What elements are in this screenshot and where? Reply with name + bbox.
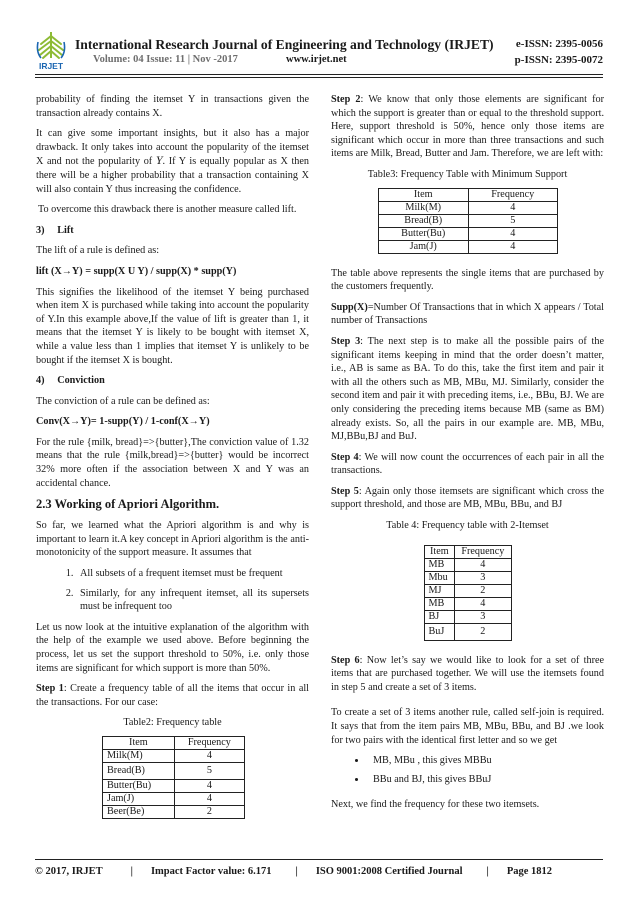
cell: BuJ xyxy=(424,623,455,640)
step-label: Step 5 xyxy=(331,485,359,497)
paragraph: This signifies the likelihood of the itemset Y being purchased when item X is purchased while taking into account the popularity of Y.In this example above,If the value of lift is greater than 1, it means that the itemset Y is likely to be bought with itemset X, while a value less than 1 implies that itemset Y is unlikely to be bought if the itemset X is bought. xyxy=(36,286,309,366)
column-header: Item xyxy=(103,736,175,749)
table-row xyxy=(103,779,245,792)
separator: | xyxy=(295,866,298,877)
paragraph xyxy=(36,127,309,196)
step-label: Step 6 xyxy=(331,654,360,666)
right-column xyxy=(331,93,604,819)
cell: Beer(Be) xyxy=(103,805,175,818)
cell: BJ xyxy=(424,610,455,623)
itemset-list xyxy=(331,754,604,786)
cell: 4 xyxy=(455,597,511,610)
cell: 5 xyxy=(174,762,244,779)
table-header-row xyxy=(378,188,557,201)
table-row xyxy=(424,558,511,571)
paragraph: To create a set of 3 items another rule, called self-join is required. It says that from the item pairs MB, MBu, BBu, and BJ .we look for two pairs with the identical first letter and so we get xyxy=(331,707,604,746)
paragraph: Next, we find the frequency for these two itemsets. xyxy=(331,799,540,811)
cell: 4 xyxy=(455,558,511,571)
cell: 4 xyxy=(174,792,244,805)
step-label: Step 1 xyxy=(36,683,64,695)
paragraph: So far, we learned what the Apriori algorithm is and why is important to learn it.A key concept in Apriori algorithm is the anti-monotonicity of the support measure. It assumes that xyxy=(36,520,309,559)
italic-y: Y xyxy=(155,153,163,168)
cell: MJ xyxy=(424,584,455,597)
list-item: 2. Similarly, for any infrequent itemset, all its supersets must be infrequent too xyxy=(76,587,309,614)
cell: Jam(J) xyxy=(378,240,468,253)
cell: Butter(Bu) xyxy=(378,227,468,240)
section-heading: 2.3 Working of Apriori Algorithm. xyxy=(36,497,220,512)
table4-caption: Table 4: Frequency table with 2-Itemset xyxy=(386,520,549,532)
table2-caption: Table2: Frequency table xyxy=(123,717,222,729)
footer-rule xyxy=(35,859,603,860)
header-rule-top xyxy=(35,74,603,75)
step-label: Step 4 xyxy=(331,451,359,463)
text-run: : Now let’s say we would like to look for a set of three items that are purchased together. We will use the itemsets found in step 5 and create a set of 3 items. xyxy=(331,654,605,693)
logo-text: IRJET xyxy=(38,61,64,71)
paragraph xyxy=(36,682,309,709)
paragraph xyxy=(331,451,604,478)
paragraph xyxy=(331,93,604,161)
text-run: . If Y is equally popular as X then there will be a higher probability that a transaction containing X will also contain Y thus increasing the confidence. xyxy=(36,156,310,195)
table4 xyxy=(424,545,512,641)
apriori-properties-list xyxy=(36,567,309,614)
table-row xyxy=(378,214,557,227)
table3-caption: Table3: Frequency Table with Minimum Support xyxy=(367,168,568,180)
separator: | xyxy=(486,866,489,877)
heading-conviction: 4) Conviction xyxy=(36,375,105,387)
step-label: Step 3 xyxy=(331,335,361,347)
cell: 2 xyxy=(455,584,511,597)
paragraph xyxy=(331,335,604,444)
text-run: : The next step is to make all the possible pairs of the significant items keeping in mind that the order doesn’t matter, i.e., AB is same as BA. To do this, take the first item and pair it with all the others such as MB, MBu, MJ. Similarly, consider the second item and pair it with preceding items, i.e., BBu, BJ. We are only considering the preceding items because MB (same as BM) already exists. So, all the pairs in our example are. MB, MBu, MJ,BBu,BJ and BuJ. xyxy=(331,335,604,443)
text-run: : Again only those itemsets are significant which cross the support threshold, and those are MB, MBu, BBu, and BJ xyxy=(331,485,605,511)
paragraph xyxy=(331,654,604,695)
e-issn: e-ISSN: 2395-0056 xyxy=(515,38,603,50)
text-run: : We will now count the occurrences of each pair in all the transactions. xyxy=(331,451,604,477)
text-run: : Create a frequency table of all the items that occur in all the transactions. For our case: xyxy=(36,683,310,708)
iso-certification: ISO 9001:2008 Certified Journal xyxy=(315,866,463,877)
table-row xyxy=(424,610,511,623)
table-row xyxy=(103,792,245,805)
table-row xyxy=(424,623,511,640)
left-column xyxy=(36,93,309,832)
cell: 4 xyxy=(468,201,557,214)
p-issn: p-ISSN: 2395-0072 xyxy=(514,54,603,66)
table-row xyxy=(378,240,557,253)
term-label: Supp(X) xyxy=(331,301,368,313)
column-header: Frequency xyxy=(174,736,244,749)
irjet-logo xyxy=(35,30,67,72)
table-row xyxy=(378,201,557,214)
step-label: Step 2 xyxy=(331,94,361,105)
column-header: Frequency xyxy=(468,188,557,201)
cell: Milk(M) xyxy=(103,749,175,762)
paragraph: The table above represents the single items that are purchased by the customers frequently. xyxy=(331,267,604,293)
cell: 3 xyxy=(455,610,511,623)
cell: Bread(B) xyxy=(103,762,175,779)
volume-issue: Volume: 04 Issue: 11 | Nov -2017 xyxy=(93,54,238,65)
cell: 4 xyxy=(174,749,244,762)
column-header: Item xyxy=(378,188,468,201)
cell: 4 xyxy=(174,779,244,792)
cell: Mbu xyxy=(424,571,455,584)
page-header xyxy=(0,0,638,80)
heading-lift: 3) Lift xyxy=(36,224,74,236)
cell: MB xyxy=(424,558,455,571)
table-row xyxy=(378,227,557,240)
journal-title: International Research Journal of Engineering and Technology (IRJET) xyxy=(75,37,494,52)
table-header-row xyxy=(424,545,511,558)
text-run: : We know that only those elements are significant for which the support is greater than or equal to the threshold support. Here, support threshold is 50%, hence only those items are significant which occur in more than three transactions and such items are Milk, Bread, Butter and Jam. Therefore, we are left with: xyxy=(331,94,605,160)
list-item: 1. All subsets of a frequent itemset must be frequent xyxy=(76,567,309,581)
cell: Milk(M) xyxy=(378,201,468,214)
paragraph: To overcome this drawback there is another measure called lift. xyxy=(38,204,297,216)
copyright: © 2017, IRJET xyxy=(35,866,103,877)
formula-lift: lift (X→Y) = supp(X U Y) / supp(X) * supp(Y) xyxy=(36,265,237,277)
website-link[interactable]: www.irjet.net xyxy=(286,54,347,65)
cell: 3 xyxy=(455,571,511,584)
cell: 4 xyxy=(468,227,557,240)
cell: 5 xyxy=(468,214,557,227)
table3 xyxy=(378,188,558,254)
paragraph: The lift of a rule is defined as: xyxy=(36,245,160,257)
table-row xyxy=(103,762,245,779)
separator: | xyxy=(130,866,133,877)
column-header: Item xyxy=(424,545,455,558)
page-footer xyxy=(35,866,603,877)
paragraph xyxy=(331,301,604,328)
table-header-row xyxy=(103,736,245,749)
table-row xyxy=(103,805,245,818)
cell: 2 xyxy=(455,623,511,640)
paragraph: For the rule {milk, bread}=>{butter},The conviction value of 1.32 means that the rule {milk,bread}=>{butter} would be incorrect 32% more often if the association between X and Y was an accidental chance. xyxy=(36,436,309,489)
cell: Butter(Bu) xyxy=(103,779,175,792)
text-run: =Number Of Transactions that in which X appears / Total number of Transactions xyxy=(331,301,604,327)
column-header: Frequency xyxy=(455,545,511,558)
table-row xyxy=(424,571,511,584)
paragraph: probability of finding the itemset Y in transactions given the transaction already contains X. xyxy=(36,94,309,119)
table-row xyxy=(103,749,245,762)
table-row xyxy=(424,584,511,597)
paragraph: The conviction of a rule can be defined as: xyxy=(36,395,210,407)
paragraph xyxy=(331,485,604,512)
page-number: Page 1812 xyxy=(506,866,553,877)
header-rule-bottom xyxy=(35,77,603,78)
cell: Bread(B) xyxy=(378,214,468,227)
cell: MB xyxy=(424,597,455,610)
table-row xyxy=(424,597,511,610)
cell: Jam(J) xyxy=(103,792,175,805)
cell: 4 xyxy=(468,240,557,253)
impact-factor: Impact Factor value: 6.171 xyxy=(150,866,272,877)
text-run: It can give some important insights, but it also has a major drawback. It only takes into account the popularity of the itemset X and not the popularity of xyxy=(36,128,309,168)
table2 xyxy=(102,736,245,819)
list-item: • MB, MBu , this gives MBBu xyxy=(367,754,604,768)
list-item: • BBu and BJ, this gives BBuJ xyxy=(367,773,604,787)
paragraph: Let us now look at the intuitive explanation of the algorithm with the help of the example we used above. Before beginning the process, let us set the support threshold to 50%, i.e. only those items are significant for which support is more than 50%. xyxy=(36,621,309,674)
formula-conviction: Conv(X→Y)= 1-supp(Y) / 1-conf(X→Y) xyxy=(36,416,210,428)
cell: 2 xyxy=(174,805,244,818)
